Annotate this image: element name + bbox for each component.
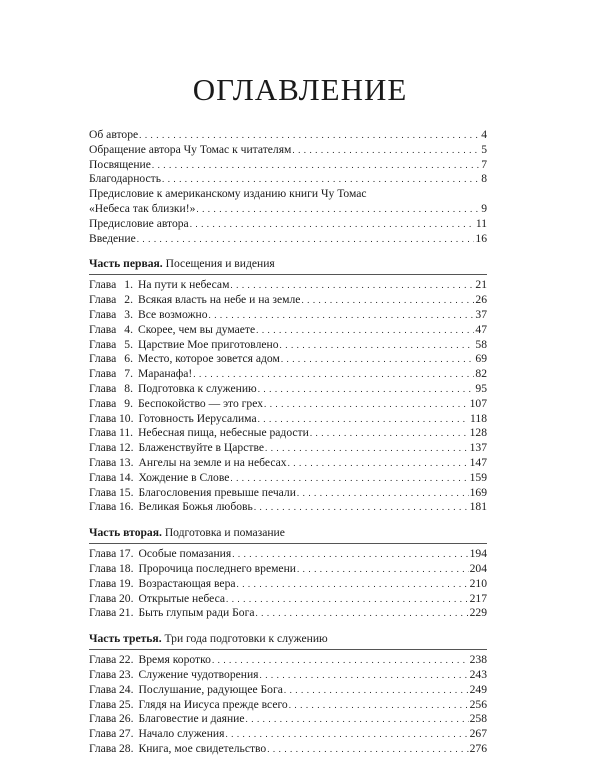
- entry-page: 159: [469, 470, 487, 484]
- entry-label: [89, 683, 283, 698]
- dot-leader: [162, 172, 480, 187]
- chapter-number: 23.: [119, 667, 134, 681]
- entry-page: 47: [475, 322, 487, 336]
- toc-chapter-entry[interactable]: [89, 547, 487, 562]
- entry-label: [89, 293, 300, 308]
- dot-leader: [260, 668, 469, 683]
- entry-label: [89, 698, 288, 713]
- toc-chapter-entry[interactable]: [89, 352, 487, 367]
- chapter-word: Глава: [89, 322, 117, 336]
- chapter-number: 14.: [119, 470, 134, 484]
- chapter-title: Благословения превыше печали: [138, 485, 296, 499]
- entry-label: [89, 577, 236, 592]
- entry-page: 249: [469, 682, 487, 696]
- chapter-word: Глава: [89, 576, 117, 590]
- entry-page: 243: [469, 667, 487, 681]
- chapter-number: 2.: [124, 293, 133, 307]
- entry-label: Посвящение: [89, 157, 151, 171]
- dot-leader: [237, 577, 469, 592]
- chapter-word: Глава: [89, 653, 117, 667]
- toc-chapter-entry[interactable]: [89, 698, 487, 713]
- entry-page: 118: [470, 411, 487, 425]
- chapter-word: Глава: [89, 547, 117, 561]
- chapter-word: Глава: [89, 455, 117, 469]
- entry-label: [89, 471, 229, 486]
- page-title: ОГЛАВЛЕНИЕ: [192, 72, 408, 107]
- entry-label: [89, 338, 279, 353]
- toc-chapter-entry[interactable]: [89, 562, 487, 577]
- chapter-title: Блаженствуйте в Царстве: [138, 441, 264, 455]
- toc-chapter-entry[interactable]: [89, 323, 487, 338]
- dot-leader: [255, 606, 468, 621]
- entry-page: 238: [469, 653, 487, 667]
- entry-page: 229: [469, 606, 487, 620]
- entry-page: 128: [469, 426, 487, 440]
- chapter-title: Место, которое зовется адом: [138, 352, 280, 366]
- chapter-title: Служение чудотворения: [138, 667, 259, 681]
- chapter-number: 11.: [119, 426, 134, 440]
- entry-label: Об авторе: [89, 128, 139, 141]
- entry-label: [89, 486, 296, 501]
- entry-label: [89, 606, 254, 621]
- part-label: Часть третья.: [89, 632, 162, 646]
- entry-label: [89, 727, 224, 742]
- chapter-title: Великая Божья любовь: [138, 500, 253, 514]
- chapter-number: 1.: [124, 278, 133, 292]
- chapter-title: Готовность Иерусалима: [138, 411, 257, 425]
- chapter-word: Глава: [89, 741, 117, 755]
- entry-label: [89, 562, 296, 577]
- dot-leader: [267, 742, 468, 757]
- chapter-number: 4.: [124, 322, 133, 336]
- chapter-number: 25.: [119, 697, 134, 711]
- dot-leader: [258, 412, 469, 427]
- entry-label: [89, 323, 255, 338]
- dot-leader: [232, 547, 468, 562]
- entry-page: 69: [475, 352, 487, 366]
- chapter-title: Время коротко: [138, 653, 211, 667]
- entry-label: [89, 397, 263, 412]
- chapter-word: Глава: [89, 697, 117, 711]
- entry-page: 4: [481, 128, 487, 141]
- chapter-number: 18.: [119, 561, 134, 575]
- entry-label: [89, 653, 211, 668]
- toc-chapter-entry[interactable]: [89, 426, 487, 441]
- chapter-title: Книга, мое свидетельство: [138, 741, 267, 755]
- entry-label: [89, 367, 192, 382]
- dot-leader: [230, 471, 468, 486]
- dot-leader: [258, 382, 475, 397]
- dot-leader: [265, 441, 469, 456]
- chapter-title: Быть глупым ради Бога: [138, 606, 255, 620]
- dot-leader: [137, 232, 475, 247]
- part-title: Подготовка и помазание: [164, 526, 285, 540]
- entry-page: 276: [469, 741, 487, 755]
- chapter-number: 27.: [119, 727, 134, 741]
- chapter-title: Все возможно: [138, 307, 208, 321]
- entry-page: 258: [469, 712, 487, 726]
- entry-label: [89, 592, 225, 607]
- dot-leader: [264, 397, 469, 412]
- toc-chapter-entry[interactable]: [89, 441, 487, 456]
- chapter-title: Благовестие и даяние: [138, 712, 245, 726]
- entry-label: [89, 278, 229, 293]
- part-label: Часть вторая.: [89, 526, 162, 540]
- dot-leader: [212, 653, 469, 668]
- entry-label: [89, 456, 287, 471]
- entry-label: Предисловие автора: [89, 216, 189, 230]
- part-label: Часть первая.: [89, 257, 163, 271]
- entry-label: [89, 382, 257, 397]
- dot-leader: [297, 562, 469, 577]
- toc-entry-about-author[interactable]: [89, 128, 487, 143]
- chapter-word: Глава: [89, 441, 117, 455]
- chapter-word: Глава: [89, 485, 117, 499]
- toc-chapter-entry[interactable]: [89, 653, 487, 668]
- entry-page: 5: [481, 142, 487, 156]
- chapter-word: Глава: [89, 381, 117, 395]
- chapter-number: 21.: [119, 606, 134, 620]
- toc-entry-author-preface[interactable]: [89, 217, 487, 232]
- chapter-word: Глава: [89, 500, 117, 514]
- entry-page: 58: [475, 337, 487, 351]
- entry-page: 210: [469, 576, 487, 590]
- toc-chapter-entry[interactable]: [89, 278, 487, 293]
- entry-page: 169: [469, 485, 487, 499]
- chapter-word: Глава: [89, 470, 117, 484]
- chapter-title: Особые помазания: [138, 547, 232, 561]
- toc-chapter-entry[interactable]: [89, 382, 487, 397]
- dot-leader: [193, 367, 474, 382]
- entry-page: 194: [469, 547, 487, 561]
- chapter-number: 12.: [119, 441, 134, 455]
- entry-label: Введение: [89, 231, 136, 245]
- chapter-title: Скорее, чем вы думаете: [138, 322, 256, 336]
- chapter-title: Царствие Мое приготовлено: [138, 337, 279, 351]
- toc-entry-us-preface-line1: Предисловие к американскому изданию книги Чу Томас: [89, 187, 367, 201]
- entry-page: 217: [469, 591, 487, 605]
- part-title: Три года подготовки к служению: [164, 632, 328, 646]
- toc-entry-dedication[interactable]: [89, 158, 487, 173]
- chapter-word: Глава: [89, 411, 117, 425]
- chapter-word: Глава: [89, 591, 117, 605]
- entry-page: 267: [469, 727, 487, 741]
- chapter-number: 24.: [119, 682, 134, 696]
- chapter-number: 8.: [124, 381, 133, 395]
- entry-page: 9: [481, 201, 487, 215]
- entry-page: 95: [475, 381, 487, 395]
- chapter-word: Глава: [89, 293, 117, 307]
- part-heading: [89, 256, 487, 275]
- parts-container: [89, 256, 487, 756]
- chapter-number: 26.: [119, 712, 134, 726]
- entry-page: 21: [475, 278, 487, 292]
- toc-chapter-entry[interactable]: [89, 471, 487, 486]
- chapter-title: На пути к небесам: [138, 278, 230, 292]
- chapter-number: 7.: [124, 367, 133, 381]
- part-title: Посещения и видения: [165, 257, 275, 271]
- entry-label: «Небеса так близки!»: [89, 201, 196, 215]
- entry-page: 256: [469, 697, 487, 711]
- entry-label: [89, 712, 245, 727]
- entry-page: 11: [475, 216, 487, 230]
- dot-leader: [196, 202, 480, 217]
- chapter-word: Глава: [89, 337, 117, 351]
- dot-leader: [284, 683, 469, 698]
- entry-page: 107: [469, 396, 487, 410]
- chapter-title: Подготовка к служению: [138, 381, 257, 395]
- part-heading: [89, 525, 487, 544]
- entry-page: 16: [475, 231, 487, 245]
- chapter-number: 20.: [119, 591, 134, 605]
- entry-page: 26: [475, 293, 487, 307]
- entry-page: 137: [469, 441, 487, 455]
- toc-entry-introduction[interactable]: [89, 232, 487, 247]
- entry-label: [89, 742, 266, 757]
- chapter-number: 19.: [119, 576, 134, 590]
- toc-chapter-entry[interactable]: [89, 500, 487, 515]
- dot-leader: [225, 727, 468, 742]
- chapter-number: 13.: [119, 455, 134, 469]
- entry-label: [89, 352, 280, 367]
- chapter-word: Глава: [89, 278, 117, 292]
- table-of-contents: [89, 128, 487, 757]
- toc-chapter-entry[interactable]: [89, 486, 487, 501]
- chapter-title: Всякая власть на небе и на земле: [138, 293, 301, 307]
- entry-page: 147: [469, 455, 487, 469]
- toc-entry-us-preface[interactable]: [89, 202, 487, 217]
- dot-leader: [152, 158, 480, 173]
- toc-chapter-entry[interactable]: [89, 668, 487, 683]
- chapter-number: 6.: [124, 352, 133, 366]
- toc-chapter-entry[interactable]: [89, 606, 487, 621]
- entry-label: [89, 547, 231, 562]
- toc-chapter-entry[interactable]: [89, 683, 487, 698]
- entry-label: [89, 668, 259, 683]
- dot-leader: [288, 456, 469, 471]
- chapter-number: 22.: [119, 653, 134, 667]
- dot-leader: [246, 712, 469, 727]
- chapter-word: Глава: [89, 561, 117, 575]
- chapter-word: Глава: [89, 667, 117, 681]
- entry-page: 204: [469, 561, 487, 575]
- entry-label: [89, 500, 253, 515]
- dot-leader: [226, 592, 469, 607]
- dot-leader: [310, 426, 469, 441]
- entry-label: Благодарность: [89, 172, 161, 186]
- toc-chapter-entry[interactable]: [89, 712, 487, 727]
- chapter-number: 28.: [119, 741, 134, 755]
- dot-leader: [281, 352, 475, 367]
- toc-chapter-entry[interactable]: [89, 367, 487, 382]
- toc-entry-acknowledgements[interactable]: [89, 172, 487, 187]
- toc-chapter-entry[interactable]: [89, 293, 487, 308]
- chapter-title: Открытые небеса: [138, 591, 226, 605]
- entry-label: [89, 441, 264, 456]
- chapter-number: 3.: [124, 307, 133, 321]
- chapter-title: Начало служения: [138, 727, 225, 741]
- entry-page: 82: [475, 367, 487, 381]
- entry-label: [89, 308, 208, 323]
- chapter-number: 17.: [119, 547, 134, 561]
- chapter-title: Ангелы на земле и на небесах: [138, 455, 287, 469]
- chapter-title: Маранафа!: [138, 367, 193, 381]
- chapter-title: Беспокойство — это грех: [138, 396, 264, 410]
- chapter-title: Хождение в Слове: [138, 470, 230, 484]
- dot-leader: [289, 698, 469, 713]
- dot-leader: [301, 293, 474, 308]
- entry-page: 8: [481, 172, 487, 186]
- chapter-title: Послушание, радующее Бога: [138, 682, 283, 696]
- toc-chapter-entry[interactable]: [89, 308, 487, 323]
- dot-leader: [297, 486, 469, 501]
- entry-label: [89, 426, 309, 441]
- chapter-word: Глава: [89, 727, 117, 741]
- entry-page: 37: [475, 307, 487, 321]
- toc-chapter-entry[interactable]: [89, 338, 487, 353]
- toc-chapter-entry[interactable]: [89, 397, 487, 412]
- dot-leader: [292, 143, 480, 158]
- dot-leader: [256, 323, 474, 338]
- chapter-word: Глава: [89, 307, 117, 321]
- entry-page: 181: [469, 500, 487, 514]
- chapter-title: Пророчица последнего времени: [138, 561, 296, 575]
- toc-chapter-entry[interactable]: [89, 742, 487, 757]
- chapter-word: Глава: [89, 682, 117, 696]
- chapter-word: Глава: [89, 352, 117, 366]
- dot-leader: [209, 308, 475, 323]
- chapter-word: Глава: [89, 367, 117, 381]
- dot-leader: [280, 338, 475, 353]
- toc-chapter-entry[interactable]: [89, 727, 487, 742]
- chapter-word: Глава: [89, 712, 117, 726]
- chapter-number: 5.: [124, 337, 133, 351]
- chapter-number: 9.: [124, 396, 133, 410]
- entry-label: Обращение автора Чу Томас к читателям: [89, 142, 292, 156]
- chapter-word: Глава: [89, 606, 117, 620]
- chapter-word: Глава: [89, 426, 117, 440]
- toc-chapter-entry[interactable]: [89, 412, 487, 427]
- entry-label: [89, 412, 257, 427]
- dot-leader: [139, 128, 480, 143]
- toc-chapter-entry[interactable]: [89, 456, 487, 471]
- chapter-number: 15.: [119, 485, 134, 499]
- toc-entry-author-address[interactable]: [89, 143, 487, 158]
- dot-leader: [230, 278, 474, 293]
- chapter-number: 16.: [119, 500, 134, 514]
- chapter-word: Глава: [89, 396, 117, 410]
- dot-leader: [190, 217, 475, 232]
- entry-page: 7: [481, 157, 487, 171]
- chapter-title: Возрастающая вера: [138, 576, 236, 590]
- part-heading: [89, 631, 487, 650]
- dot-leader: [254, 500, 469, 515]
- toc-chapter-entry[interactable]: [89, 592, 487, 607]
- toc-chapter-entry[interactable]: [89, 577, 487, 592]
- chapter-number: 10.: [119, 411, 134, 425]
- chapter-title: Глядя на Иисуса прежде всего: [138, 697, 288, 711]
- chapter-title: Небесная пища, небесные радости: [138, 426, 309, 440]
